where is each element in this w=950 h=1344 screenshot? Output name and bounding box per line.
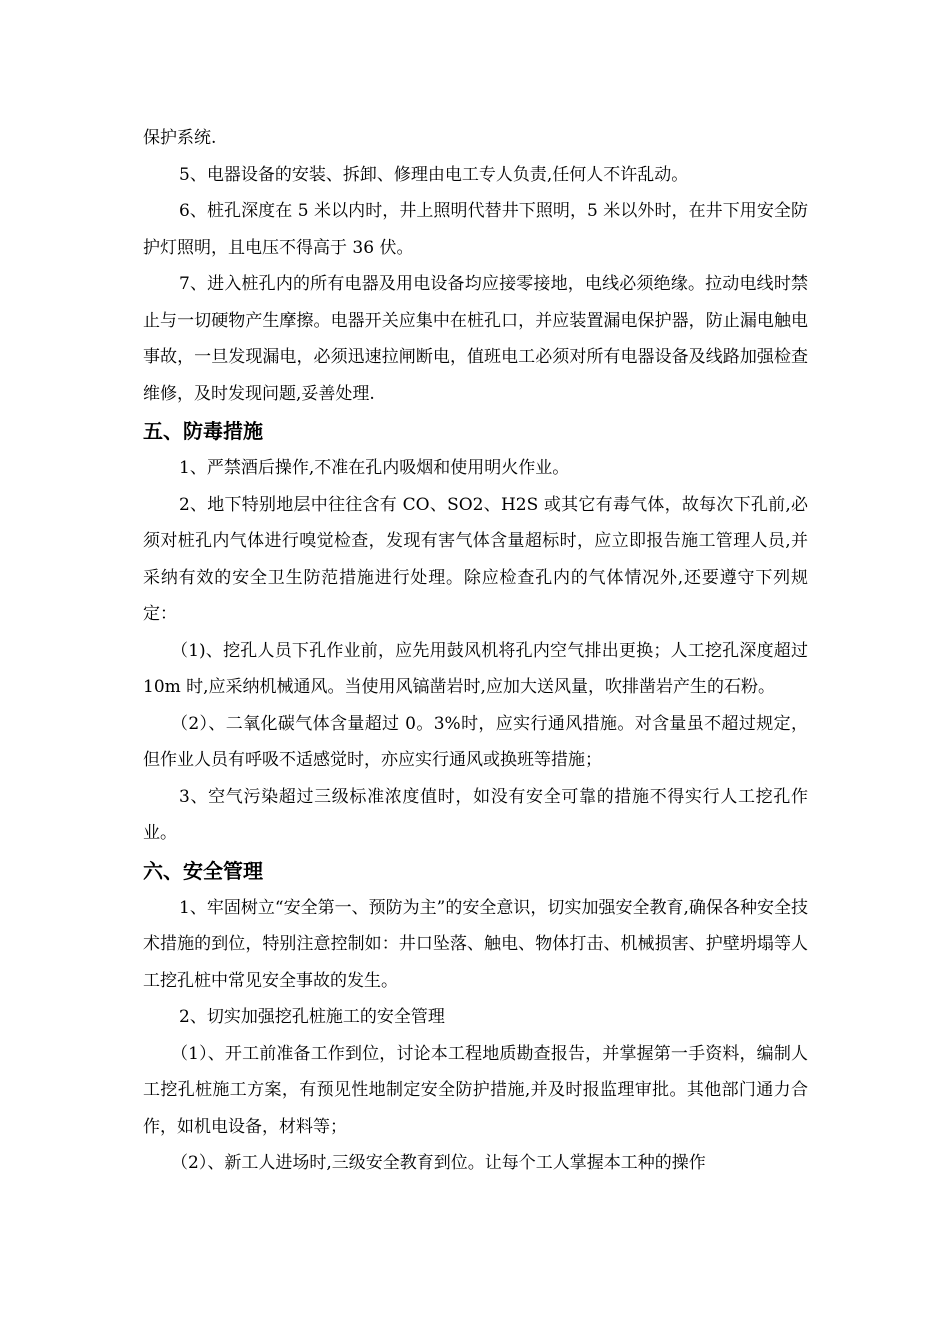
- paragraph-item-7: 7、进入桩孔内的所有电器及用电设备均应接零接地，电线必须绝缘。拉动电线时禁止与一切硬物产生摩擦。电器开关应集中在桩孔口，并应装置漏电保护器，防止漏电触电事故，一旦发现漏电，必须迅速拉闸断电，值班电工必须对所有电器设备及线路加强检查维修，及时发现问题,妥善处理.: [143, 274, 808, 404]
- document-body: [143, 120, 808, 1182]
- paragraph-safety-1: 1、牢固树立“安全第一、预防为主”的安全意识，切实加强安全教育,确保各种安全技术措施的到位，特别注意控制如：井口坠落、触电、物体打击、机械损害、护壁坍塌等人工挖孔桩中常见安全事故的发生。: [143, 897, 808, 991]
- paragraph-item-5: 5、电器设备的安装、拆卸、修理由电工专人负责,任何人不许乱动。: [179, 164, 689, 185]
- paragraph-safety-2-1: （1）、开工前准备工作到位，讨论本工程地质勘查报告，并掌握第一手资料，编制人工挖孔桩施工方案，有预见性地制定安全防护措施,并及时报监理审批。其他部门通力合作，如机电设备，材料等；: [143, 1043, 808, 1137]
- paragraph-poison-3: 3、空气污染超过三级标准浓度值时，如没有安全可靠的措施不得实行人工挖孔作业。: [143, 786, 808, 843]
- paragraph-poison-2-1: （1)、挖孔人员下孔作业前，应先用鼓风机将孔内空气排出更换；人工挖孔深度超过 10m 时,应采纳机械通风。当使用风镐凿岩时,应加大送风量，吹排凿岩产生的石粉。: [143, 640, 808, 697]
- paragraph-poison-2-2: （2）、二氧化碳气体含量超过 0。3%时，应实行通风措施。对含量虽不超过规定，但作业人员有呼吸不适感觉时，亦应实行通风或换班等措施；: [143, 713, 808, 770]
- section-heading-6: 六、安全管理: [143, 858, 263, 883]
- paragraph-continuation: 保护系统.: [143, 128, 217, 148]
- paragraph-poison-1: 1、严禁酒后操作,不准在孔内吸烟和使用明火作业。: [179, 458, 570, 478]
- paragraph-safety-2-2: （2）、新工人进场时,三级安全教育到位。让每个工人掌握本工种的操作: [171, 1153, 706, 1173]
- section-heading-5: 五、防毒措施: [143, 419, 263, 443]
- paragraph-safety-2: 2、切实加强挖孔桩施工的安全管理: [179, 1007, 445, 1027]
- paragraph-item-6: 6、桩孔深度在 5 米以内时，井上照明代替井下照明，5 米以外时，在井下用安全防护灯照明，且电压不得高于 36 伏。: [143, 201, 808, 258]
- paragraph-poison-2: 2、地下特别地层中往往含有 CO、SO2、H2S 或其它有毒气体，故每次下孔前,必须对桩孔内气体进行嗅觉检查，发现有害气体含量超标时，应立即报告施工管理人员,并采纳有效的安全卫生防范措施进行处理。除应检查孔内的气体情况外,还要遵守下列规定：: [143, 494, 808, 624]
